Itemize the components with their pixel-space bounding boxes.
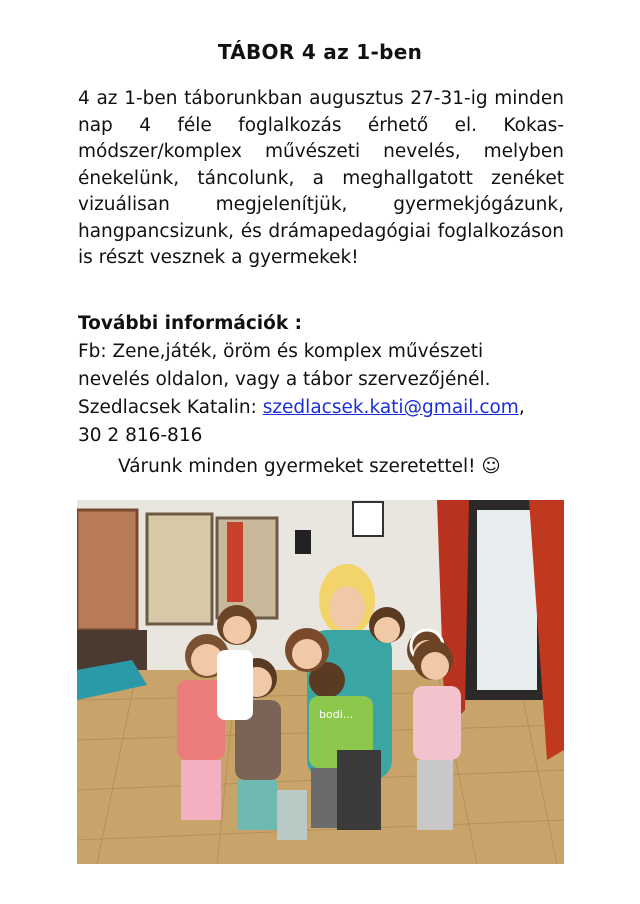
phone-number: 30 2 816-816 bbox=[78, 425, 203, 446]
info-heading: További információk : bbox=[78, 313, 302, 334]
email-link[interactable]: szedlacsek.kati@gmail.com bbox=[262, 397, 519, 418]
contact-line bbox=[78, 394, 578, 422]
closing-line: Várunk minden gyermeket szeretettel! ☺ bbox=[118, 456, 501, 477]
group-photo-illustration bbox=[77, 500, 564, 864]
shirt-text: bodi... bbox=[319, 708, 354, 721]
group-photo bbox=[77, 500, 564, 864]
info-line-organizer: nevelés oldalon, vagy a tábor szervezőjénél. bbox=[78, 369, 491, 390]
description-paragraph: 4 az 1-ben táborunkban augusztus 27-31-ig minden nap 4 féle foglalkozás érhető el. Kokas-módszer/komplex művészeti nevelés, melyben énekelünk, táncolunk, a meghallgatott zenéket vizuálisan megjelenítjük, gyermekjógázunk, hangpancsizunk, és drámapedagógiai foglalkozáson is részt vesznek a gyermekek! bbox=[78, 88, 564, 268]
page-title: TÁBOR 4 az 1-ben bbox=[217, 40, 423, 64]
info-block bbox=[78, 310, 578, 450]
contact-separator: , bbox=[518, 397, 525, 418]
contact-name: Szedlacsek Katalin: bbox=[78, 397, 263, 418]
info-line-facebook: Fb: Zene,játék, öröm és komplex művészeti bbox=[78, 341, 484, 362]
